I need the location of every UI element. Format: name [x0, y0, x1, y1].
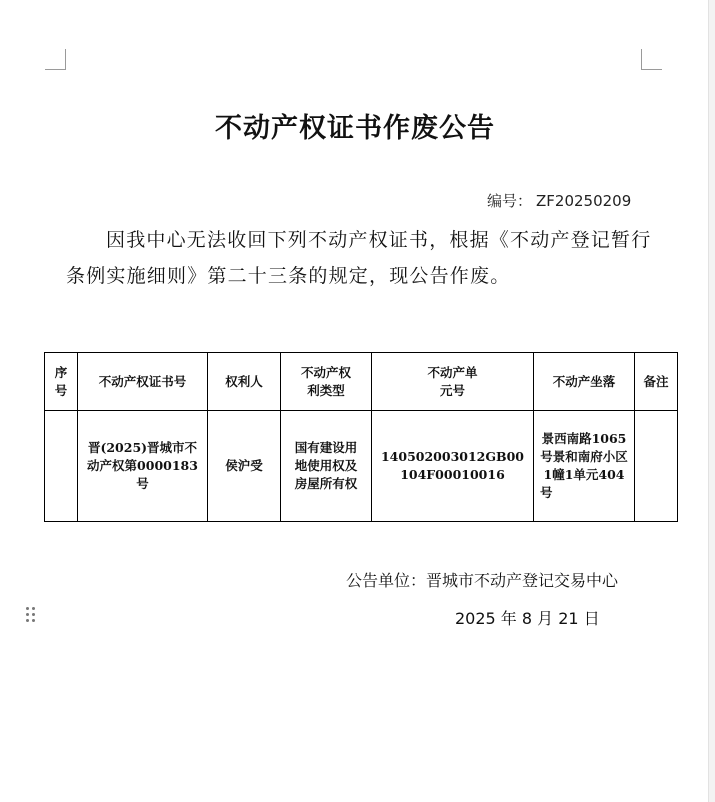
- table-row: [45, 411, 678, 522]
- cell-seq: [45, 411, 78, 522]
- cell-location: 景西南路1065号景和南府小区1幢1单元404号: [534, 411, 635, 522]
- serial-label: 编号：: [487, 192, 533, 210]
- crop-mark-top-right: [641, 49, 662, 70]
- certificate-table: [44, 352, 678, 522]
- header-cert-no: 不动产权证书号: [78, 353, 208, 411]
- cell-cert-no: 晋(2025)晋城市不动产权第0000183号: [78, 411, 208, 522]
- table-header-row: [45, 353, 678, 411]
- header-right-type: 不动产权利类型: [281, 353, 372, 411]
- serial-number: [487, 190, 631, 211]
- crop-mark-top-left: [45, 49, 66, 70]
- notice-paragraph: 因我中心无法收回下列不动产权证书，根据《不动产登记暂行条例实施细则》第二十三条的规定，现公告作废。: [66, 229, 652, 287]
- header-unit-no: 不动产单元号: [372, 353, 534, 411]
- announcement-date: 2025 年 8 月 21 日: [455, 609, 600, 628]
- header-holder: 权利人: [208, 353, 281, 411]
- header-seq: 序号: [45, 353, 78, 411]
- issuer-line: 公告单位：晋城市不动产登记交易中心: [346, 571, 619, 590]
- cell-holder: 侯沪受: [208, 411, 281, 522]
- header-location: 不动产坐落: [534, 353, 635, 411]
- serial-value: ZF20250209: [536, 192, 632, 210]
- drag-handle-icon[interactable]: [26, 607, 36, 623]
- header-remark: 备注: [635, 353, 678, 411]
- cell-right-type: 国有建设用地使用权及房屋所有权: [281, 411, 372, 522]
- cell-remark: [635, 411, 678, 522]
- document-title: 不动产权证书作废公告: [215, 113, 495, 144]
- cell-unit-no: 140502003012GB00104F00010016: [372, 411, 534, 522]
